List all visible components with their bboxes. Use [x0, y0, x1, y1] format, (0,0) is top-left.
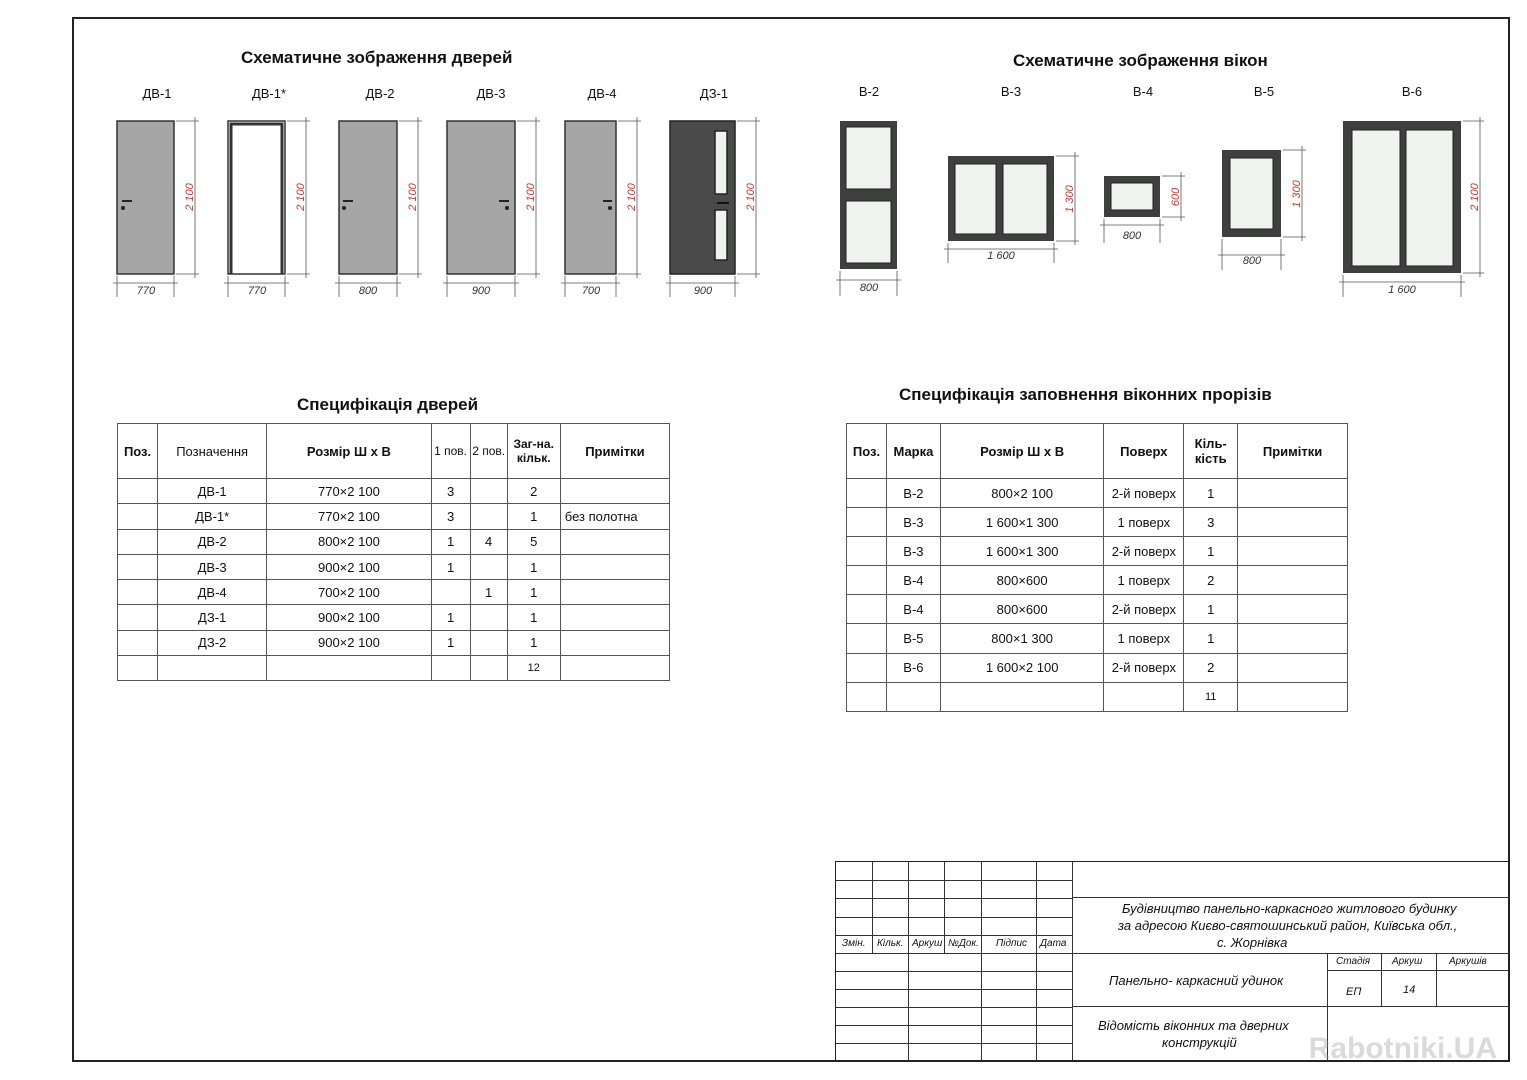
- table-cell: 700×2 100: [267, 580, 431, 605]
- table-row: [118, 580, 670, 605]
- table-cell: 4: [470, 529, 507, 554]
- table-cell: ДЗ-2: [158, 630, 267, 655]
- table-cell: 770×2 100: [267, 479, 431, 504]
- table-cell: 800×2 100: [267, 529, 431, 554]
- header-cell: Поз.: [118, 424, 158, 479]
- table-cell: 1: [507, 580, 560, 605]
- table-cell: [1238, 508, 1348, 537]
- table-cell: [560, 630, 669, 655]
- table-cell: ДВ-3: [158, 554, 267, 579]
- window-height-text: 600: [1170, 187, 1182, 207]
- header-cell: Примітки: [1238, 424, 1348, 479]
- sheet-label: Аркуш: [1392, 956, 1423, 967]
- building-name: Панельно- каркасний удинок: [1109, 973, 1284, 988]
- table-cell: 2-й поверх: [1104, 537, 1184, 566]
- door-label: ДВ-3: [476, 86, 506, 101]
- table-row: [847, 537, 1348, 566]
- table-cell: В-3: [886, 508, 940, 537]
- table-cell: 900×2 100: [267, 554, 431, 579]
- table-cell: 1 поверх: [1104, 624, 1184, 653]
- window-label: В-5: [1253, 84, 1275, 99]
- window-width-text: 1 600: [1388, 284, 1416, 296]
- table-cell: 1 поверх: [1104, 508, 1184, 537]
- window-spec-title: Специфікація заповнення віконних прорізів: [899, 385, 1272, 404]
- table-row: [847, 479, 1348, 508]
- window-height-text: 2 100: [1469, 183, 1481, 211]
- header-cell: 1 пов.: [431, 424, 470, 479]
- table-cell: 1: [431, 605, 470, 630]
- table-cell: 900×2 100: [267, 605, 431, 630]
- table-cell: 3: [431, 479, 470, 504]
- door-width-text: 770: [136, 285, 156, 297]
- table-row: [847, 653, 1348, 682]
- table-header-row: [847, 424, 1348, 479]
- table-row: [847, 624, 1348, 653]
- table-cell: [431, 580, 470, 605]
- table-cell: [1238, 595, 1348, 624]
- table-cell: [470, 656, 507, 681]
- window-v3: [948, 156, 1054, 241]
- door-width-text: 770: [247, 285, 267, 297]
- window-width-text: 800: [1242, 255, 1262, 267]
- table-cell: [847, 595, 887, 624]
- table-cell: 1 600×1 300: [940, 508, 1104, 537]
- table-cell: [1238, 537, 1348, 566]
- table-cell: 2: [1184, 566, 1238, 595]
- table-cell: 2-й поверх: [1104, 595, 1184, 624]
- window-v6: [1343, 121, 1461, 273]
- table-row: [118, 529, 670, 554]
- table-cell: 900×2 100: [267, 630, 431, 655]
- sheets-label: Аркушів: [1449, 956, 1487, 967]
- table-cell: ДВ-1: [158, 479, 267, 504]
- table-cell: 800×600: [940, 566, 1104, 595]
- window-width-text: 800: [1122, 230, 1142, 242]
- table-cell: 1: [470, 580, 507, 605]
- header-cell: Марка: [886, 424, 940, 479]
- table-cell: [470, 479, 507, 504]
- table-row: [118, 504, 670, 529]
- table-cell: [1238, 479, 1348, 508]
- door-height-text: 2 100: [745, 183, 757, 211]
- window-label: В-2: [858, 84, 880, 99]
- table-cell: 1: [431, 630, 470, 655]
- table-cell: 1: [507, 504, 560, 529]
- table-cell: 12: [507, 656, 560, 681]
- door-height-text: 2 100: [525, 183, 537, 211]
- table-cell: [847, 508, 887, 537]
- table-row: [847, 682, 1348, 711]
- table-cell: [560, 529, 669, 554]
- door-label: ДВ-4: [587, 86, 617, 101]
- table-cell: [470, 554, 507, 579]
- door-dz1: [670, 121, 735, 274]
- table-cell: 1: [507, 605, 560, 630]
- header-cell: Розмір Ш х В: [267, 424, 431, 479]
- door-label: ДВ-1: [142, 86, 172, 101]
- table-cell: [940, 682, 1104, 711]
- door-width-text: 800: [358, 285, 378, 297]
- stage-value: ЕП: [1346, 986, 1362, 998]
- schematics-drawing: [0, 0, 1527, 340]
- project-line-2: за адресою Києво-святошинський район, Київська обл.,: [1118, 918, 1458, 933]
- table-cell: [431, 656, 470, 681]
- col-label: Кільк.: [877, 938, 904, 949]
- table-cell: [267, 656, 431, 681]
- table-cell: 1: [507, 630, 560, 655]
- table-cell: [118, 580, 158, 605]
- table-cell: 1: [431, 529, 470, 554]
- table-cell: В-3: [886, 537, 940, 566]
- table-cell: 800×2 100: [940, 479, 1104, 508]
- table-cell: 1: [431, 554, 470, 579]
- header-cell: Позначення: [158, 424, 267, 479]
- table-cell: без полотна: [560, 504, 669, 529]
- table-cell: ДЗ-1: [158, 605, 267, 630]
- header-cell: Розмір Ш х В: [940, 424, 1104, 479]
- col-label: №Док.: [948, 938, 979, 949]
- window-spec-table: [846, 423, 1348, 712]
- table-cell: [1238, 682, 1348, 711]
- table-cell: [158, 656, 267, 681]
- table-cell: [560, 479, 669, 504]
- header-cell: Поз.: [847, 424, 887, 479]
- watermark-logo: Rabotniki.UA: [1308, 1032, 1497, 1065]
- table-header-row: [118, 424, 670, 479]
- door-label: ДВ-1*: [251, 86, 287, 101]
- table-row: [118, 656, 670, 681]
- door-dv3: [447, 121, 515, 274]
- table-cell: [118, 529, 158, 554]
- table-cell: ДВ-2: [158, 529, 267, 554]
- window-height-text: 1 300: [1291, 180, 1303, 208]
- table-row: [118, 479, 670, 504]
- table-cell: [560, 554, 669, 579]
- table-cell: 2: [1184, 653, 1238, 682]
- table-cell: [847, 653, 887, 682]
- table-cell: 1: [1184, 537, 1238, 566]
- table-cell: 3: [1184, 508, 1238, 537]
- header-cell: 2 пов.: [470, 424, 507, 479]
- header-cell: Примітки: [560, 424, 669, 479]
- table-cell: [847, 682, 887, 711]
- table-cell: [118, 504, 158, 529]
- door-dv4: [565, 121, 616, 274]
- header-cell: Поверх: [1104, 424, 1184, 479]
- table-row: [847, 566, 1348, 595]
- door-height-text: 2 100: [184, 183, 196, 211]
- window-label: В-4: [1132, 84, 1154, 99]
- door-dv1-star: [228, 121, 285, 274]
- window-width-text: 1 600: [987, 250, 1015, 262]
- col-label: Змін.: [842, 938, 866, 949]
- table-cell: 800×600: [940, 595, 1104, 624]
- table-cell: [118, 605, 158, 630]
- door-spec-title: Специфікація дверей: [297, 395, 479, 414]
- sheet-title-line-1: Відомість віконних та дверних: [1098, 1018, 1289, 1033]
- table-cell: 11: [1184, 682, 1238, 711]
- sheet-title-line-2: конструкцій: [1162, 1035, 1237, 1050]
- table-cell: [118, 479, 158, 504]
- table-cell: 1: [1184, 595, 1238, 624]
- door-height-text: 2 100: [626, 183, 638, 211]
- table-cell: [470, 605, 507, 630]
- table-cell: [560, 605, 669, 630]
- table-cell: [847, 624, 887, 653]
- table-cell: [886, 682, 940, 711]
- table-cell: [1238, 653, 1348, 682]
- window-v5: [1222, 150, 1281, 237]
- window-height-text: 1 300: [1064, 185, 1076, 213]
- window-label: В-6: [1401, 84, 1423, 99]
- stage-label: Стадія: [1336, 956, 1371, 967]
- table-cell: 3: [431, 504, 470, 529]
- table-cell: 800×1 300: [940, 624, 1104, 653]
- door-width-text: 900: [693, 285, 713, 297]
- table-cell: 5: [507, 529, 560, 554]
- table-cell: [847, 537, 887, 566]
- table-row: [847, 508, 1348, 537]
- table-cell: В-6: [886, 653, 940, 682]
- windows-title: Схематичне зображення вікон: [1013, 51, 1268, 70]
- door-spec-table: [117, 423, 670, 681]
- table-row: [118, 630, 670, 655]
- table-cell: ДВ-4: [158, 580, 267, 605]
- table-cell: [118, 630, 158, 655]
- table-cell: В-4: [886, 595, 940, 624]
- window-v4: [1104, 176, 1160, 217]
- table-cell: 1 600×1 300: [940, 537, 1104, 566]
- table-cell: [560, 656, 669, 681]
- table-row: [847, 595, 1348, 624]
- table-cell: 2-й поверх: [1104, 653, 1184, 682]
- sheet-value: 14: [1403, 984, 1416, 996]
- col-label: Підпис: [996, 938, 1028, 949]
- header-cell: Заг-на. кільк.: [507, 424, 560, 479]
- table-cell: [470, 504, 507, 529]
- window-label: В-3: [1000, 84, 1022, 99]
- table-cell: 1: [1184, 479, 1238, 508]
- door-dv1: [117, 121, 174, 274]
- table-cell: 2: [507, 479, 560, 504]
- table-cell: ДВ-1*: [158, 504, 267, 529]
- door-label: ДЗ-1: [699, 86, 729, 101]
- table-cell: [847, 566, 887, 595]
- project-line-1: Будівництво панельно-каркасного житлового будинку: [1122, 901, 1457, 916]
- table-cell: [1104, 682, 1184, 711]
- door-height-text: 2 100: [295, 183, 307, 211]
- table-cell: 1 поверх: [1104, 566, 1184, 595]
- door-height-text: 2 100: [407, 183, 419, 211]
- table-cell: 1: [1184, 624, 1238, 653]
- col-label: Аркуш: [912, 938, 943, 949]
- door-width-text: 700: [581, 285, 601, 297]
- table-cell: В-4: [886, 566, 940, 595]
- table-cell: 1 600×2 100: [940, 653, 1104, 682]
- door-width-text: 900: [471, 285, 491, 297]
- project-line-3: с. Жорнівка: [1217, 935, 1288, 950]
- table-row: [118, 605, 670, 630]
- table-cell: 2-й поверх: [1104, 479, 1184, 508]
- table-cell: [118, 554, 158, 579]
- door-label: ДВ-2: [365, 86, 395, 101]
- table-cell: [470, 630, 507, 655]
- doors-title: Схематичне зображення дверей: [241, 48, 513, 67]
- window-v2: [840, 121, 897, 269]
- window-width-text: 800: [859, 282, 879, 294]
- table-cell: [1238, 624, 1348, 653]
- table-cell: В-2: [886, 479, 940, 508]
- table-cell: В-5: [886, 624, 940, 653]
- col-label: Дата: [1040, 938, 1067, 949]
- table-cell: [560, 580, 669, 605]
- header-cell: Кіль-кість: [1184, 424, 1238, 479]
- table-cell: 770×2 100: [267, 504, 431, 529]
- table-cell: 1: [507, 554, 560, 579]
- table-cell: [1238, 566, 1348, 595]
- table-cell: [847, 479, 887, 508]
- table-row: [118, 554, 670, 579]
- table-cell: [118, 656, 158, 681]
- door-dv2: [339, 121, 397, 274]
- door-dimensions: [113, 117, 760, 297]
